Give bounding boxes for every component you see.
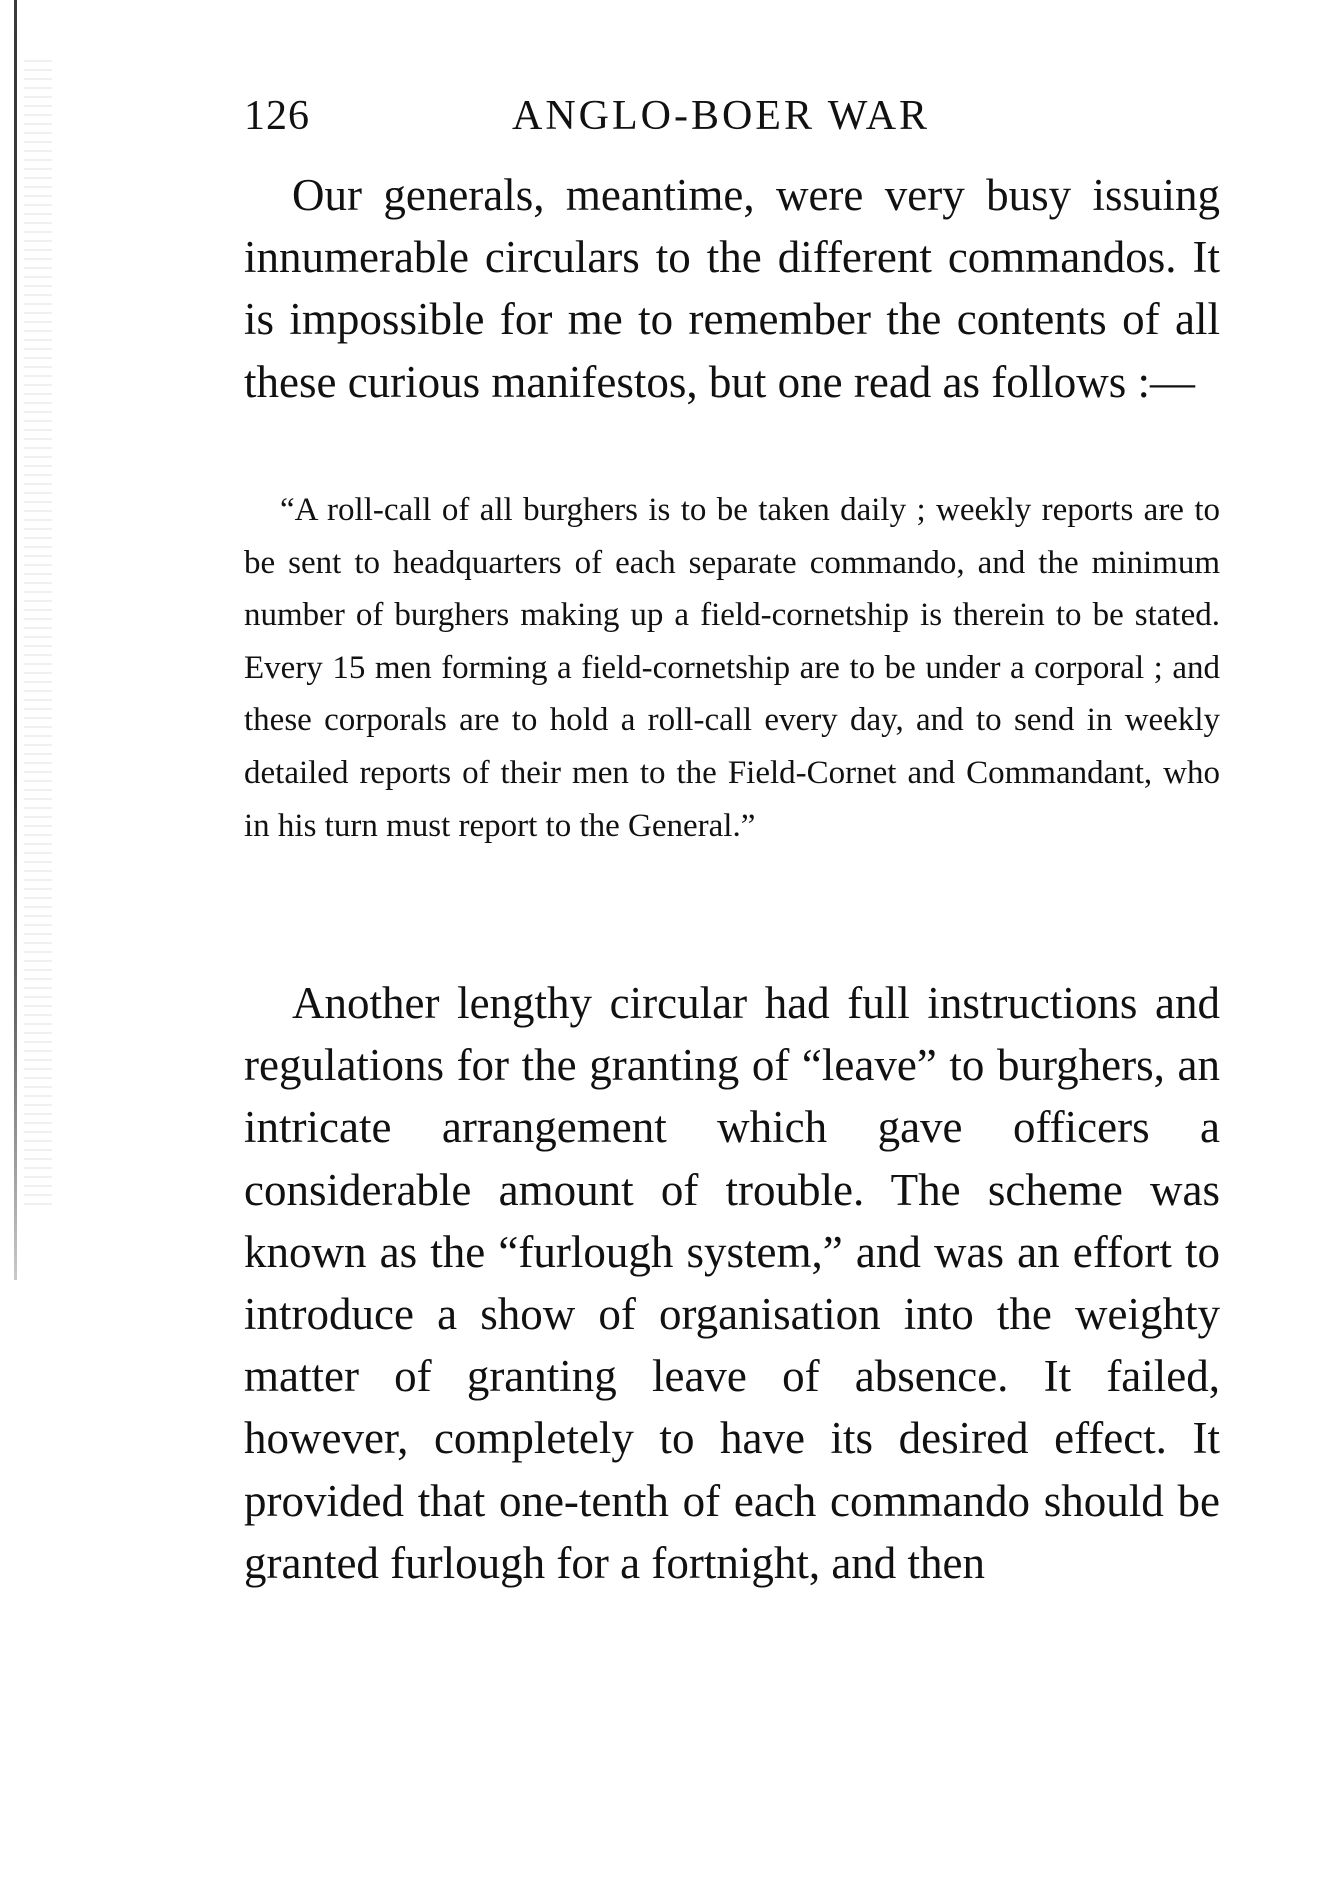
page-header — [244, 92, 964, 148]
running-title: ANGLO-BOER WAR — [512, 93, 931, 139]
binding-edge — [14, 0, 17, 1280]
paragraph-1: Our generals, meantime, were very busy issuing innumerable circulars to the different commandos. It is impossible for me to remember the contents of all these curious manifestos, but one read as follows :— — [244, 170, 1220, 407]
quoted-circular: “A roll-call of all burghers is to be taken daily ; weekly reports are to be sent to headquarters of each separate commando, and the minimum number of burghers making up a field-cornetship is therein to be stated. Every 15 men forming a field-cornetship are to be under a corporal ; and these corporals are to hold a roll-call every day, and to send in weekly detailed reports of their men to the Field-Cornet and Commandant, who in his turn must report to the General.” — [244, 492, 1220, 844]
paragraph-2: Another lengthy circular had full instructions and regulations for the granting of “leave” to burghers, an intricate arrangement which gave officers a considerable amount of trouble. The scheme was known as the “furlough system,” and was an effort to introduce a show of organisation into the weighty matter of granting leave of absence. It failed, however, completely to have its desired effect. It provided that one-tenth of each commando should be granted furlough for a fortnight, and then — [244, 978, 1220, 1588]
scan-speckle — [24, 60, 52, 1210]
page-number: 126 — [244, 93, 310, 139]
